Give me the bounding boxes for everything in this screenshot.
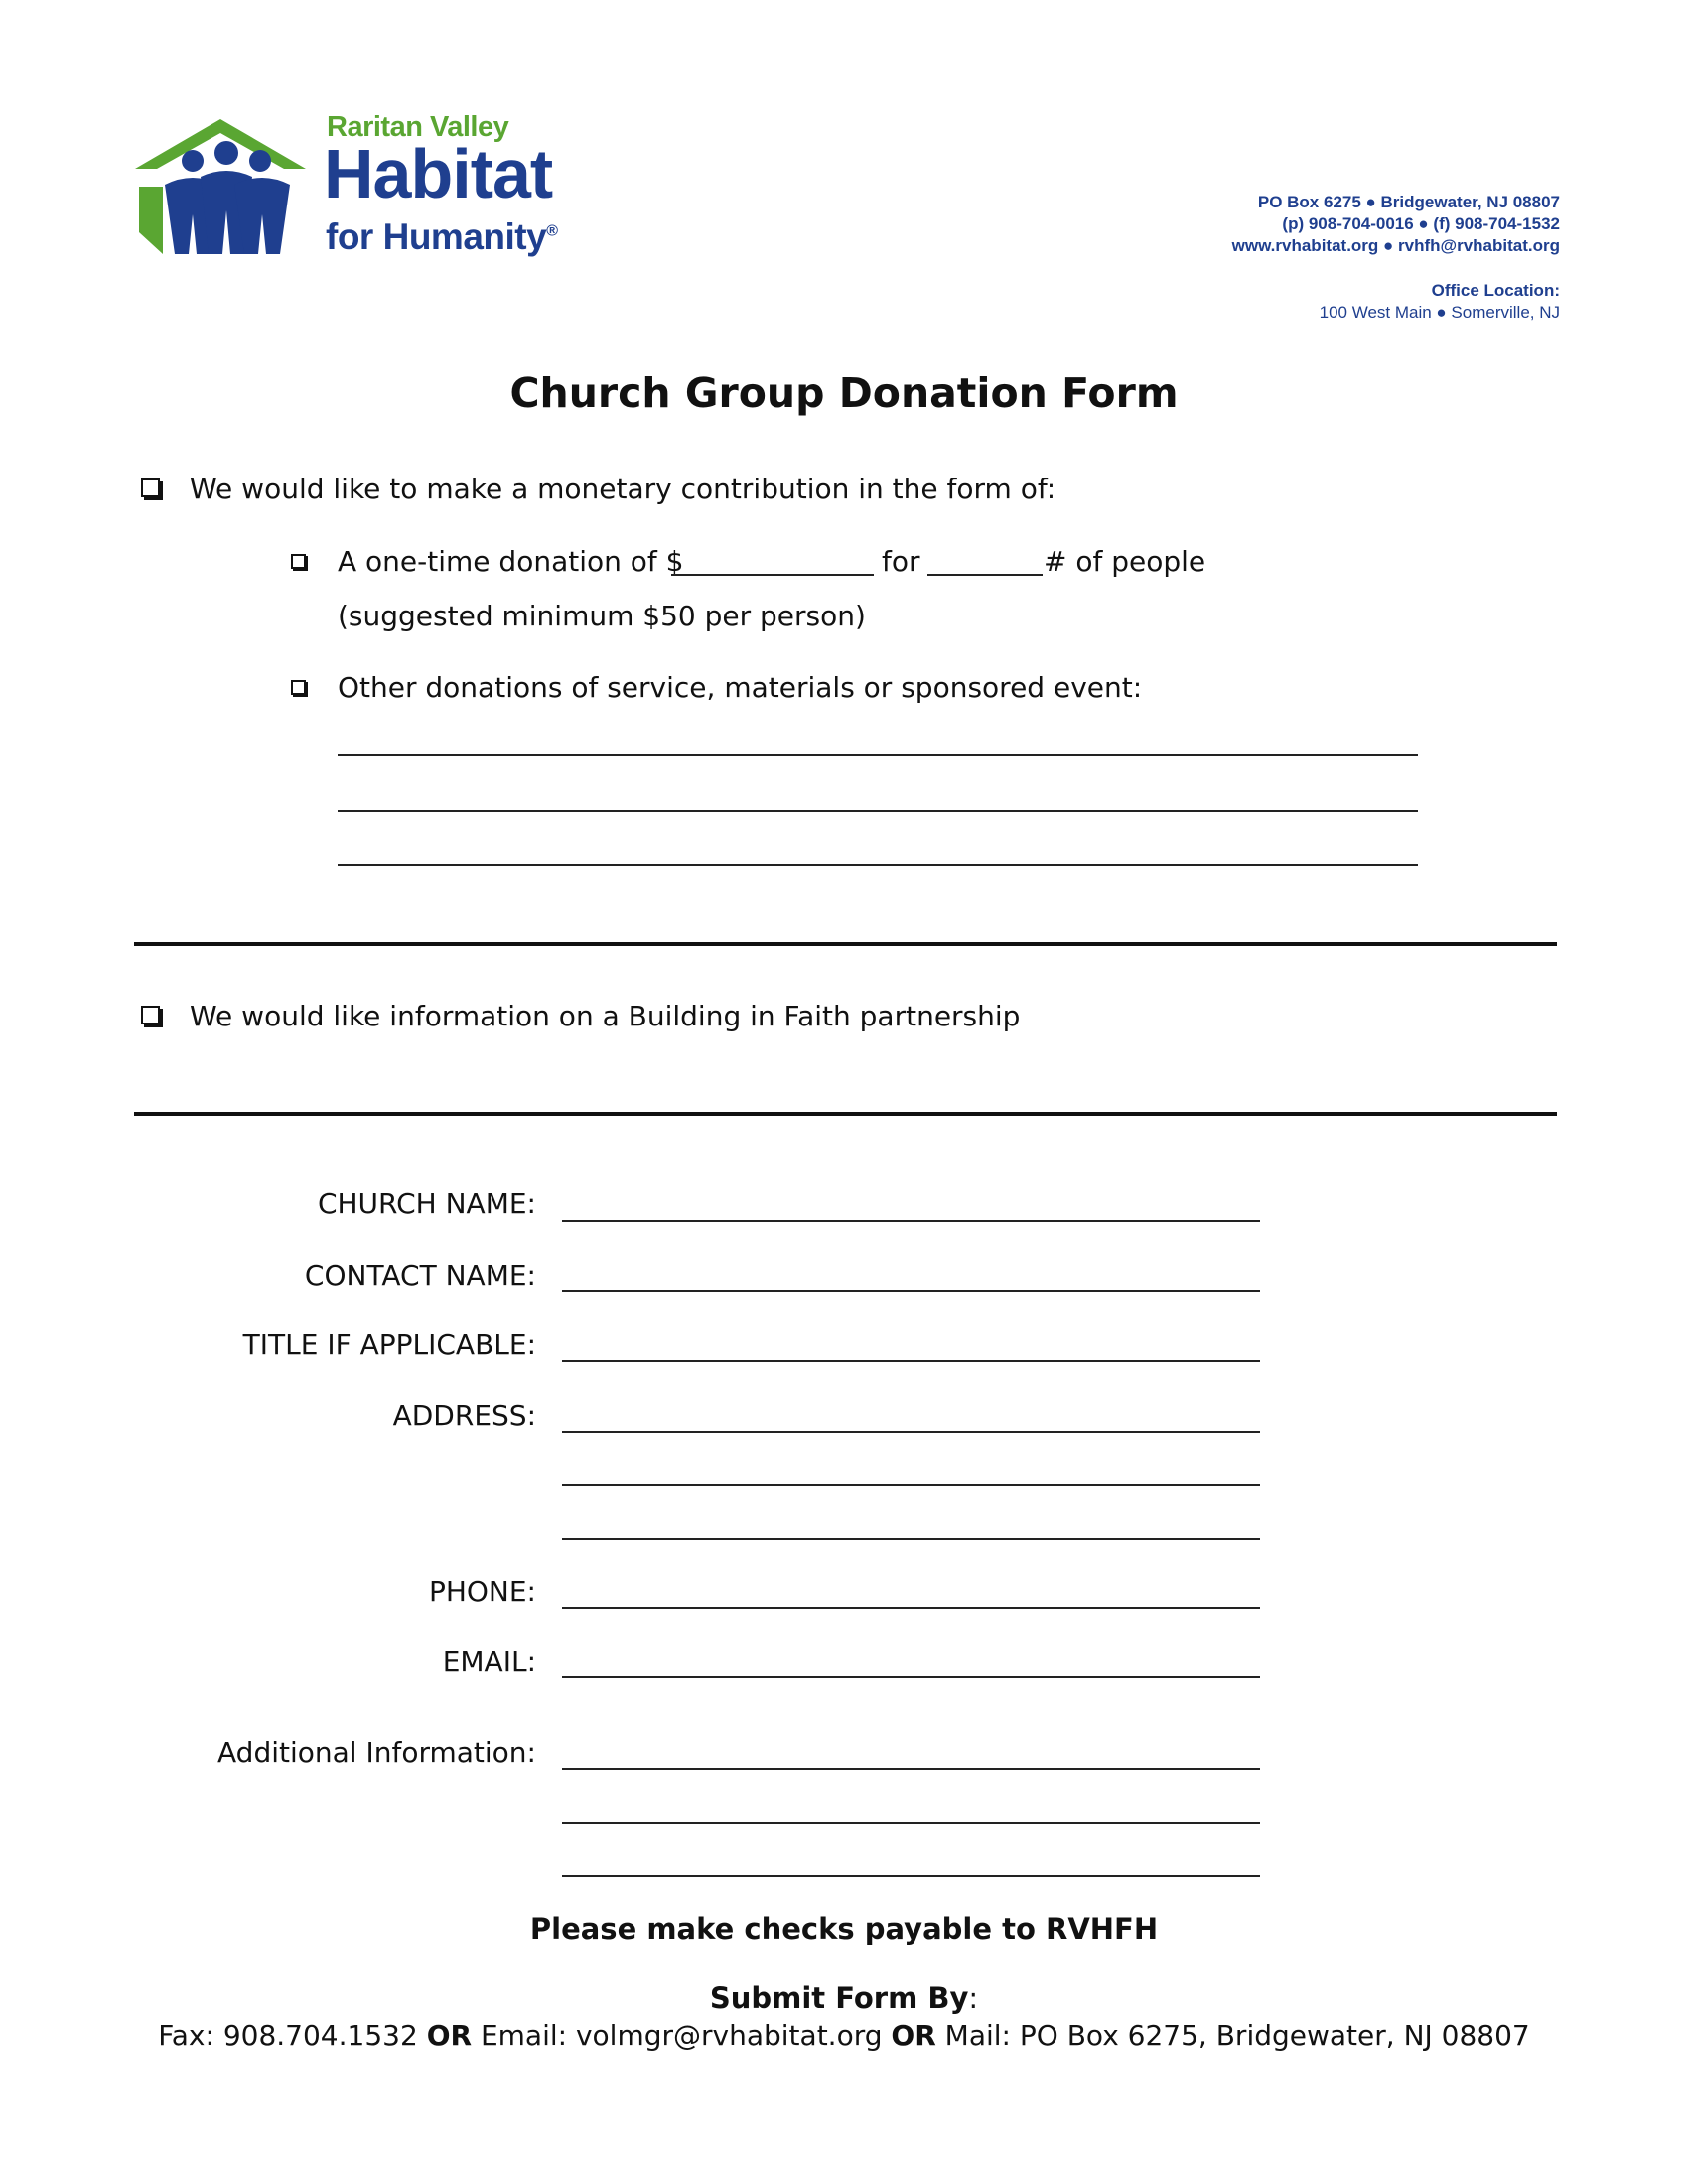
building-in-faith-checkbox[interactable] xyxy=(141,1006,160,1024)
submit-form-heading: Submit Form By: xyxy=(709,1981,979,2015)
phone-label: PHONE: xyxy=(428,1575,536,1608)
logo-text-for-humanity: for Humanity® xyxy=(326,216,558,257)
or-1: OR xyxy=(426,2019,473,2052)
additional-info-field-1[interactable] xyxy=(562,1768,1260,1770)
header-phones: (p) 908-704-0016 ● (f) 908-704-1532 xyxy=(1282,214,1560,233)
church-name-field[interactable] xyxy=(562,1220,1260,1222)
house-figures-icon xyxy=(135,115,314,260)
additional-info-field-2[interactable] xyxy=(562,1822,1260,1824)
address-field-2[interactable] xyxy=(562,1484,1260,1486)
submit-mail: Mail: PO Box 6275, Bridgewater, NJ 08807 xyxy=(935,2019,1530,2052)
church-name-label: CHURCH NAME: xyxy=(317,1187,536,1220)
phone-field[interactable] xyxy=(562,1607,1260,1609)
suggested-minimum-note: (suggested minimum $50 per person) xyxy=(338,600,866,632)
other-donations-line-1[interactable] xyxy=(338,754,1418,756)
habitat-logo xyxy=(135,111,572,260)
submit-email: Email: volmgr@rvhabitat.org xyxy=(472,2019,892,2052)
onetime-donation-suffix: # of people xyxy=(1044,545,1206,578)
contact-name-label: CONTACT NAME: xyxy=(304,1259,536,1292)
header-address: PO Box 6275 ● Bridgewater, NJ 08807 xyxy=(1257,193,1560,211)
additional-info-label: Additional Information: xyxy=(217,1736,536,1769)
logo-text-habitat: Habitat xyxy=(324,135,553,212)
donation-amount-field[interactable] xyxy=(671,574,874,576)
monetary-contribution-checkbox[interactable] xyxy=(141,478,160,497)
submit-methods xyxy=(0,2019,1688,2052)
email-field[interactable] xyxy=(562,1676,1260,1678)
email-label: EMAIL: xyxy=(442,1645,536,1678)
checks-payable-note: Please make checks payable to RVHFH xyxy=(529,1912,1159,1946)
onetime-donation-prefix: A one-time donation of $ xyxy=(338,545,684,578)
header-web-email: www.rvhabitat.org ● rvhfh@rvhabitat.org xyxy=(1231,236,1560,255)
onetime-donation-checkbox[interactable] xyxy=(291,554,306,569)
section-divider-1 xyxy=(134,942,1557,946)
address-field-1[interactable] xyxy=(562,1431,1260,1433)
title-field[interactable] xyxy=(562,1360,1260,1362)
building-in-faith-label: We would like information on a Building in Faith partnership xyxy=(190,1000,1021,1032)
additional-info-field-3[interactable] xyxy=(562,1875,1260,1877)
other-donations-line-3[interactable] xyxy=(338,864,1418,866)
or-2: OR xyxy=(891,2019,936,2052)
page-title: Church Group Donation Form xyxy=(509,369,1179,417)
title-label: TITLE IF APPLICABLE: xyxy=(242,1328,536,1361)
other-donations-line-2[interactable] xyxy=(338,810,1418,812)
other-donations-label: Other donations of service, materials or sponsored event: xyxy=(338,671,1143,704)
header-office-label: Office Location: xyxy=(1431,281,1560,300)
logo-text-raritan-valley: Raritan Valley xyxy=(327,111,509,143)
other-donations-checkbox[interactable] xyxy=(291,680,306,695)
section-divider-2 xyxy=(134,1112,1557,1116)
onetime-donation-for: for xyxy=(882,545,920,578)
people-count-field[interactable] xyxy=(927,574,1043,576)
address-field-3[interactable] xyxy=(562,1538,1260,1540)
contact-name-field[interactable] xyxy=(562,1290,1260,1292)
address-label: ADDRESS: xyxy=(392,1399,536,1432)
header-office-address: 100 West Main ● Somerville, NJ xyxy=(1319,303,1560,322)
submit-fax: Fax: 908.704.1532 xyxy=(158,2019,427,2052)
monetary-contribution-label: We would like to make a monetary contribution in the form of: xyxy=(190,473,1056,505)
